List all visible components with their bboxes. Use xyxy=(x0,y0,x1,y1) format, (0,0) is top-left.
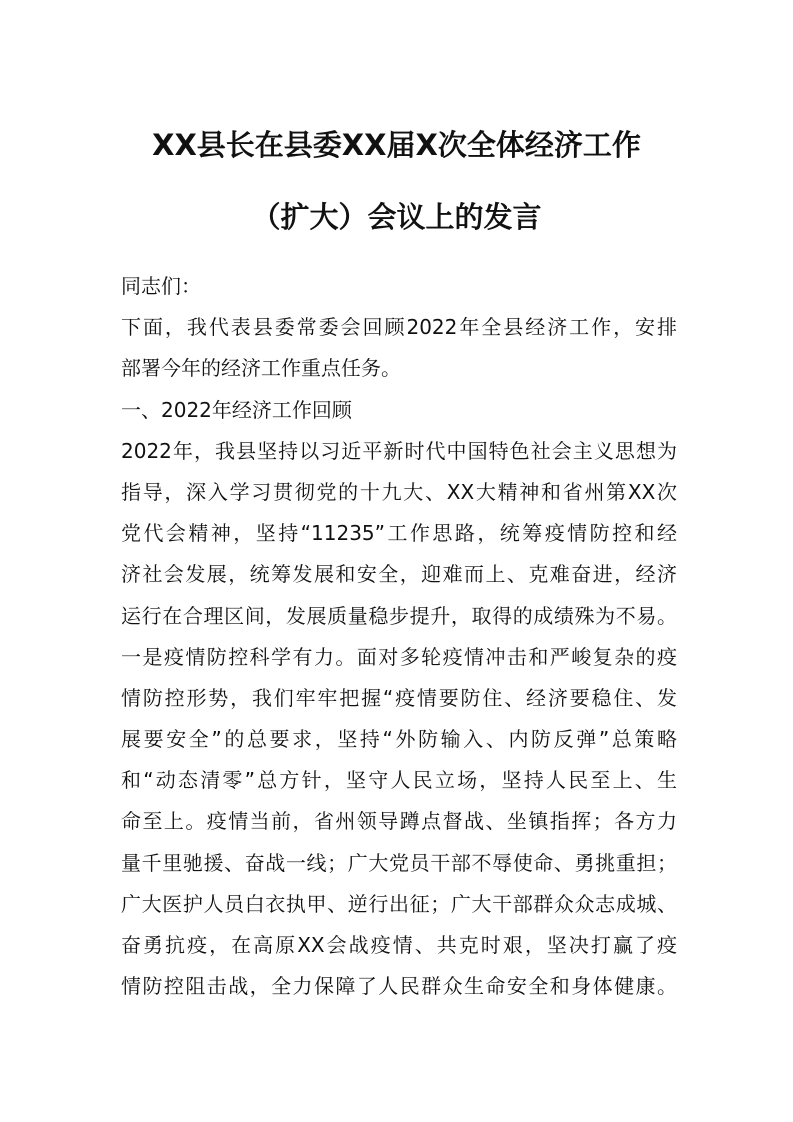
document-title-line-2: （扩大）会议上的发言 xyxy=(251,200,542,234)
text-line: 和“动态清零”总方针，坚守人民立场，坚持人民至上、生 xyxy=(121,768,677,793)
text-line: 2022年，我县坚持以习近平新时代中国特色社会主义思想为 xyxy=(121,438,677,463)
document-title-line-1: XX县长在县委XX届X次全体经济工作 xyxy=(152,128,641,162)
text-line: 量千里驰援、奋战一线；广大党员干部不辱使命、勇挑重担； xyxy=(121,850,677,875)
text-line: 党代会精神，坚持“11235”工作思路，统筹疫情防控和经 xyxy=(121,521,677,546)
text-line: 部署今年的经济工作重点任务。 xyxy=(121,356,401,381)
text-line: 展要安全”的总要求，坚持“外防输入、内防反弹”总策略 xyxy=(121,727,677,752)
text-line: 同志们： xyxy=(121,274,201,298)
document-body xyxy=(121,266,677,1007)
text-line: 运行在合理区间，发展质量稳步提升，取得的成绩殊为不易。 xyxy=(121,603,677,628)
text-line: 一是疫情防控科学有力。面对多轮疫情冲击和严峻复杂的疫 xyxy=(121,644,677,669)
text-line: 情防控阻击战，全力保障了人民群众生命安全和身体健康。 xyxy=(121,974,677,999)
text-line: 指导，深入学习贯彻党的十九大、XX大精神和省州第XX次 xyxy=(121,479,677,504)
text-line: 一、2022年经济工作回顾 xyxy=(121,397,352,422)
text-line: 情防控形势，我们牢牢把握“疫情要防住、经济要稳住、发 xyxy=(121,685,677,710)
text-line: 命至上。疫情当前，省州领导蹲点督战、坐镇指挥；各方力 xyxy=(121,809,677,834)
text-line: 奋勇抗疫，在高原XX会战疫情、共克时艰，坚决打赢了疫 xyxy=(121,933,677,957)
text-line: 济社会发展，统筹发展和安全，迎难而上、克难奋进，经济 xyxy=(121,562,677,587)
text-line: 广大医护人员白衣执甲、逆行出征；广大干部群众众志成城、 xyxy=(121,891,677,916)
text-line: 下面，我代表县委常委会回顾2022年全县经济工作，安排 xyxy=(121,315,677,340)
